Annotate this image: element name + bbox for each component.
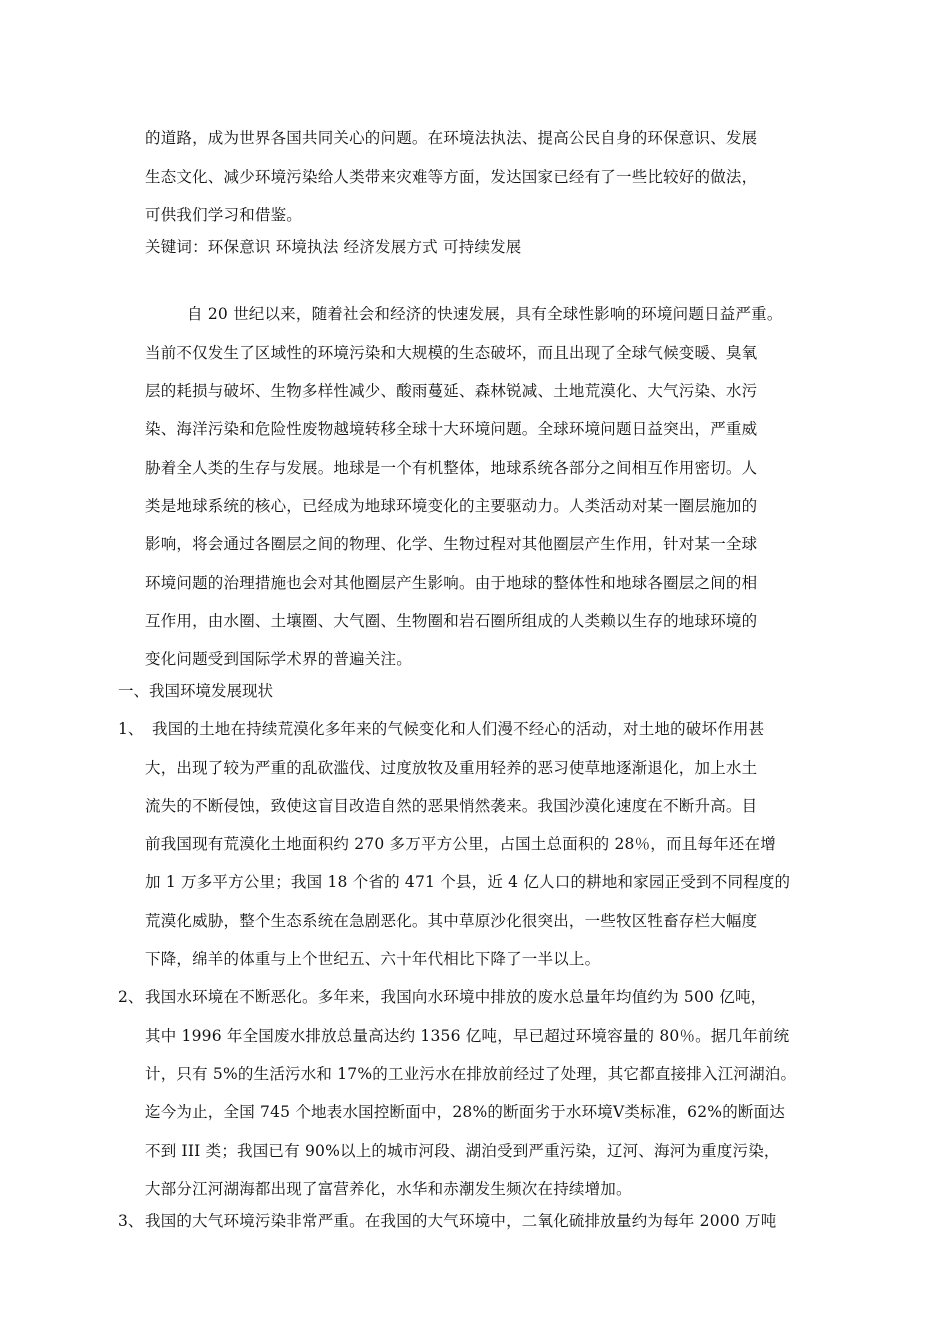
list-item-line: 流失的不断侵蚀，致使这盲目改造自然的恶果悄然袭来。我国沙漠化速度在不断升高。目 bbox=[145, 797, 758, 815]
intro-line: 当前不仅发生了区域性的环境污染和大规模的生态破坏，而且出现了全球气候变暖、臭氧 bbox=[145, 344, 758, 362]
intro-line: 变化问题受到国际学术界的普遍关注。 bbox=[145, 650, 412, 668]
list-item-line: 大，出现了较为严重的乱砍滥伐、过度放牧及重用轻养的恶习使草地逐渐退化，加上水土 bbox=[145, 759, 758, 777]
list-item-line: 前我国现有荒漠化土地面积约 270 多万平方公里，占国土总面积的 28％，而且每年还在增 bbox=[145, 835, 776, 853]
intro-line: 染、海洋污染和危险性废物越境转移全球十大环境问题。全球环境问题日益突出，严重威 bbox=[145, 420, 758, 438]
list-number: 1、 bbox=[118, 720, 144, 738]
list-item-line: 不到 III 类；我国已有 90%以上的城市河段、湖泊受到严重污染，辽河、海河为重度污染， bbox=[145, 1142, 780, 1160]
list-item-line: 我国水环境在不断恶化。多年来，我国向水环境中排放的废水总量年均值约为 500 亿吨， bbox=[145, 988, 767, 1006]
list-item-line: 加 1 万多平方公里；我国 18 个省的 471 个县，近 4 亿人口的耕地和家园正受到不同程度的 bbox=[145, 873, 791, 891]
intro-line: 类是地球系统的核心，已经成为地球环境变化的主要驱动力。人类活动对某一圈层施加的 bbox=[145, 497, 758, 515]
intro-line: 自 20 世纪以来，随着社会和经济的快速发展，具有全球性影响的环境问题日益严重。 bbox=[187, 305, 783, 323]
intro-line: 环境问题的治理措施也会对其他圈层产生影响。由于地球的整体性和地球各圈层之间的相 bbox=[145, 574, 758, 592]
abstract-line: 可供我们学习和借鉴。 bbox=[145, 206, 303, 224]
list-item-line: 计，只有 5%的生活污水和 17%的工业污水在排放前经过了处理，其它都直接排入江河湖泊。 bbox=[145, 1065, 797, 1083]
intro-line: 互作用，由水圈、土壤圈、大气圈、生物圈和岩石圈所组成的人类赖以生存的地球环境的 bbox=[145, 612, 758, 630]
list-item-line: 大部分江河湖海都出现了富营养化，水华和赤潮发生频次在持续增加。 bbox=[145, 1180, 632, 1198]
list-number: 3、 bbox=[118, 1212, 144, 1230]
intro-line: 影响，将会通过各圈层之间的物理、化学、生物过程对其他圈层产生作用，针对某一全球 bbox=[145, 535, 758, 553]
list-item-line: 我国的大气环境污染非常严重。在我国的大气环境中，二氧化硫排放量约为每年 2000 万吨 bbox=[145, 1212, 777, 1230]
list-item-line: 荒漠化威胁，整个生态系统在急剧恶化。其中草原沙化很突出，一些牧区牲畜存栏大幅度 bbox=[145, 912, 758, 930]
list-item-line: 下降，绵羊的体重与上个世纪五、六十年代相比下降了一半以上。 bbox=[145, 950, 601, 968]
intro-line: 层的耗损与破坏、生物多样性减少、酸雨蔓延、森林锐减、土地荒漠化、大气污染、水污 bbox=[145, 382, 758, 400]
abstract-line: 生态文化、减少环境污染给人类带来灾难等方面，发达国家已经有了一些比较好的做法， bbox=[145, 168, 758, 186]
intro-line: 胁着全人类的生存与发展。地球是一个有机整体，地球系统各部分之间相互作用密切。人 bbox=[145, 459, 758, 477]
list-item-line: 我国的土地在持续荒漠化多年来的气候变化和人们漫不经心的活动，对土地的破坏作用甚 bbox=[152, 720, 765, 738]
keywords-line: 关键词：环保意识 环境执法 经济发展方式 可持续发展 bbox=[145, 238, 522, 256]
list-number: 2、 bbox=[118, 988, 144, 1006]
section-heading: 一、我国环境发展现状 bbox=[118, 682, 274, 700]
list-item-line: 其中 1996 年全国废水排放总量高达约 1356 亿吨，早已超过环境容量的 80％。据几年前统 bbox=[145, 1027, 790, 1045]
list-item-line: 迄今为止，全国 745 个地表水国控断面中，28%的断面劣于水环境Ⅴ类标准，62%的断面达 bbox=[145, 1103, 786, 1121]
abstract-line: 的道路，成为世界各国共同关心的问题。在环境法执法、提高公民自身的环保意识、发展 bbox=[145, 129, 758, 147]
